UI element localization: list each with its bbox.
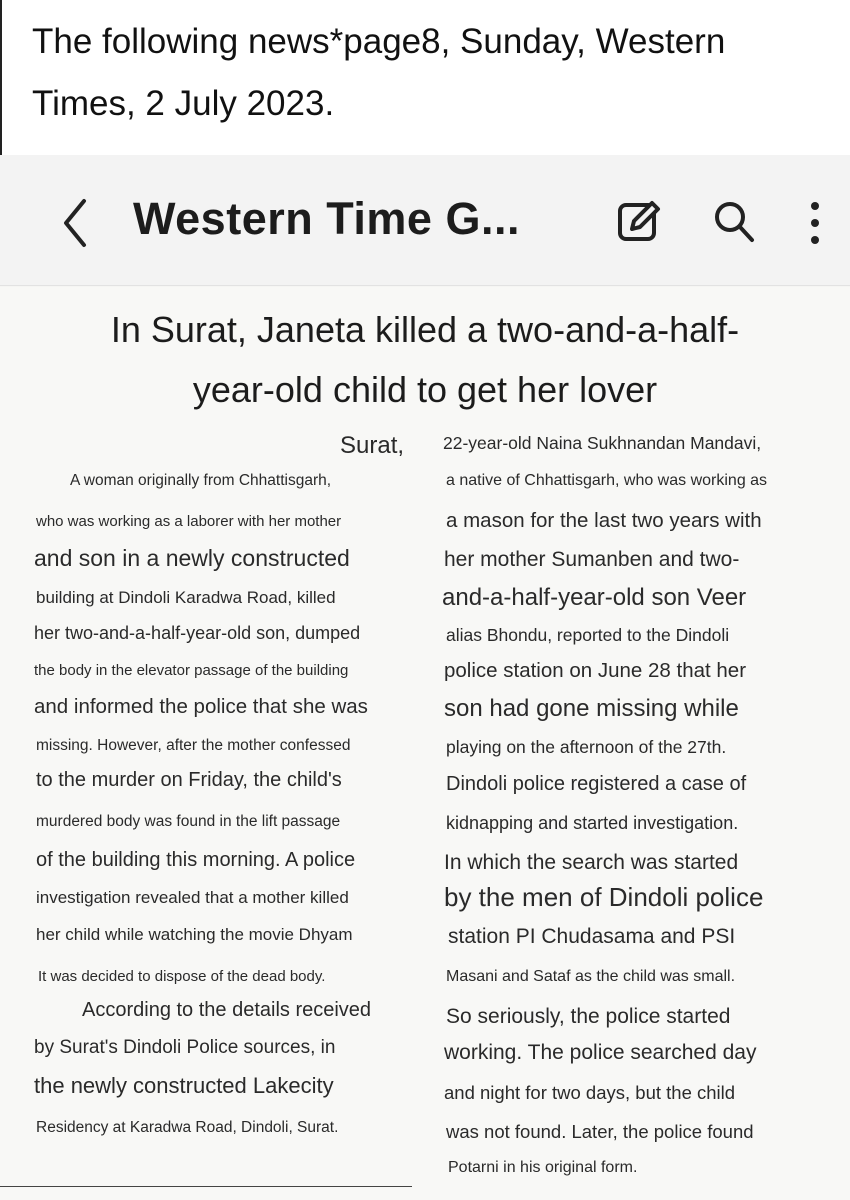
right-line: police station on June 28 that her xyxy=(444,659,747,682)
right-line: Masani and Sataf as the child was small. xyxy=(446,968,736,985)
left-line: and son in a newly constructed xyxy=(34,545,350,571)
left-line: who was working as a laborer with her mother xyxy=(36,513,342,530)
headline-line-1: In Surat, Janeta killed a two-and-a-half- xyxy=(110,309,740,350)
left-line: her two-and-a-half-year-old son, dumped xyxy=(34,623,361,643)
caption xyxy=(0,0,850,155)
search-icon[interactable] xyxy=(712,199,756,245)
right-line: working. The police searched day xyxy=(444,1041,757,1064)
left-line: murdered body was found in the lift passage xyxy=(36,813,341,830)
left-line: missing. However, after the mother confessed xyxy=(36,737,351,754)
right-line: by the men of Dindoli police xyxy=(444,882,764,912)
left-line: Residency at Karadwa Road, Dindoli, Surat. xyxy=(36,1119,339,1136)
article-image xyxy=(0,287,850,1200)
left-line: the body in the elevator passage of the building xyxy=(34,662,349,679)
left-line: of the building this morning. A police xyxy=(36,849,356,871)
left-line: Surat, xyxy=(340,432,405,459)
app-bar-title: Western Time G... xyxy=(133,193,520,244)
right-line: playing on the afternoon of the 27th. xyxy=(446,737,727,757)
left-line: It was decided to dispose of the dead body. xyxy=(38,968,326,985)
caption-line-2: Times, 2 July 2023. xyxy=(32,84,335,123)
left-line: by Surat's Dindoli Police sources, in xyxy=(34,1037,336,1058)
column-rule xyxy=(0,1186,412,1187)
left-line: and informed the police that she was xyxy=(34,695,368,718)
right-line: alias Bhondu, reported to the Dindoli xyxy=(446,625,730,645)
left-line: to the murder on Friday, the child's xyxy=(36,769,342,791)
left-line: investigation revealed that a mother killed xyxy=(36,888,349,907)
right-line: a mason for the last two years with xyxy=(446,509,762,532)
left-line: building at Dindoli Karadwa Road, killed xyxy=(36,588,336,607)
right-line: a native of Chhattisgarh, who was working as xyxy=(446,472,768,489)
left-line: A woman originally from Chhattisgarh, xyxy=(70,472,332,489)
back-icon[interactable] xyxy=(60,197,90,249)
right-line: was not found. Later, the police found xyxy=(446,1121,754,1142)
left-line: her child while watching the movie Dhyam xyxy=(36,925,353,944)
right-line: Dindoli police registered a case of xyxy=(446,773,747,795)
phone-screen xyxy=(0,155,850,1200)
caption-line-1: The following news*page8, Sunday, Western xyxy=(32,22,726,61)
left-line: According to the details received xyxy=(82,999,372,1021)
right-line: In which the search was started xyxy=(444,851,739,874)
right-line: station PI Chudasama and PSI xyxy=(448,925,736,948)
right-line: and night for two days, but the child xyxy=(444,1082,736,1103)
right-line: son had gone missing while xyxy=(444,695,739,722)
right-line: Potarni in his original form. xyxy=(448,1159,638,1176)
more-vertical-icon[interactable] xyxy=(807,199,823,247)
edit-icon[interactable] xyxy=(616,199,662,245)
right-line: kidnapping and started investigation. xyxy=(446,813,739,833)
app-bar xyxy=(0,155,850,286)
right-line: her mother Sumanben and two- xyxy=(444,548,740,571)
right-line: and-a-half-year-old son Veer xyxy=(442,584,747,611)
headline-line-2: year-old child to get her lover xyxy=(192,369,658,410)
left-line: the newly constructed Lakecity xyxy=(34,1073,334,1098)
right-line: 22-year-old Naina Sukhnandan Mandavi, xyxy=(443,433,762,453)
right-line: So seriously, the police started xyxy=(446,1005,731,1028)
